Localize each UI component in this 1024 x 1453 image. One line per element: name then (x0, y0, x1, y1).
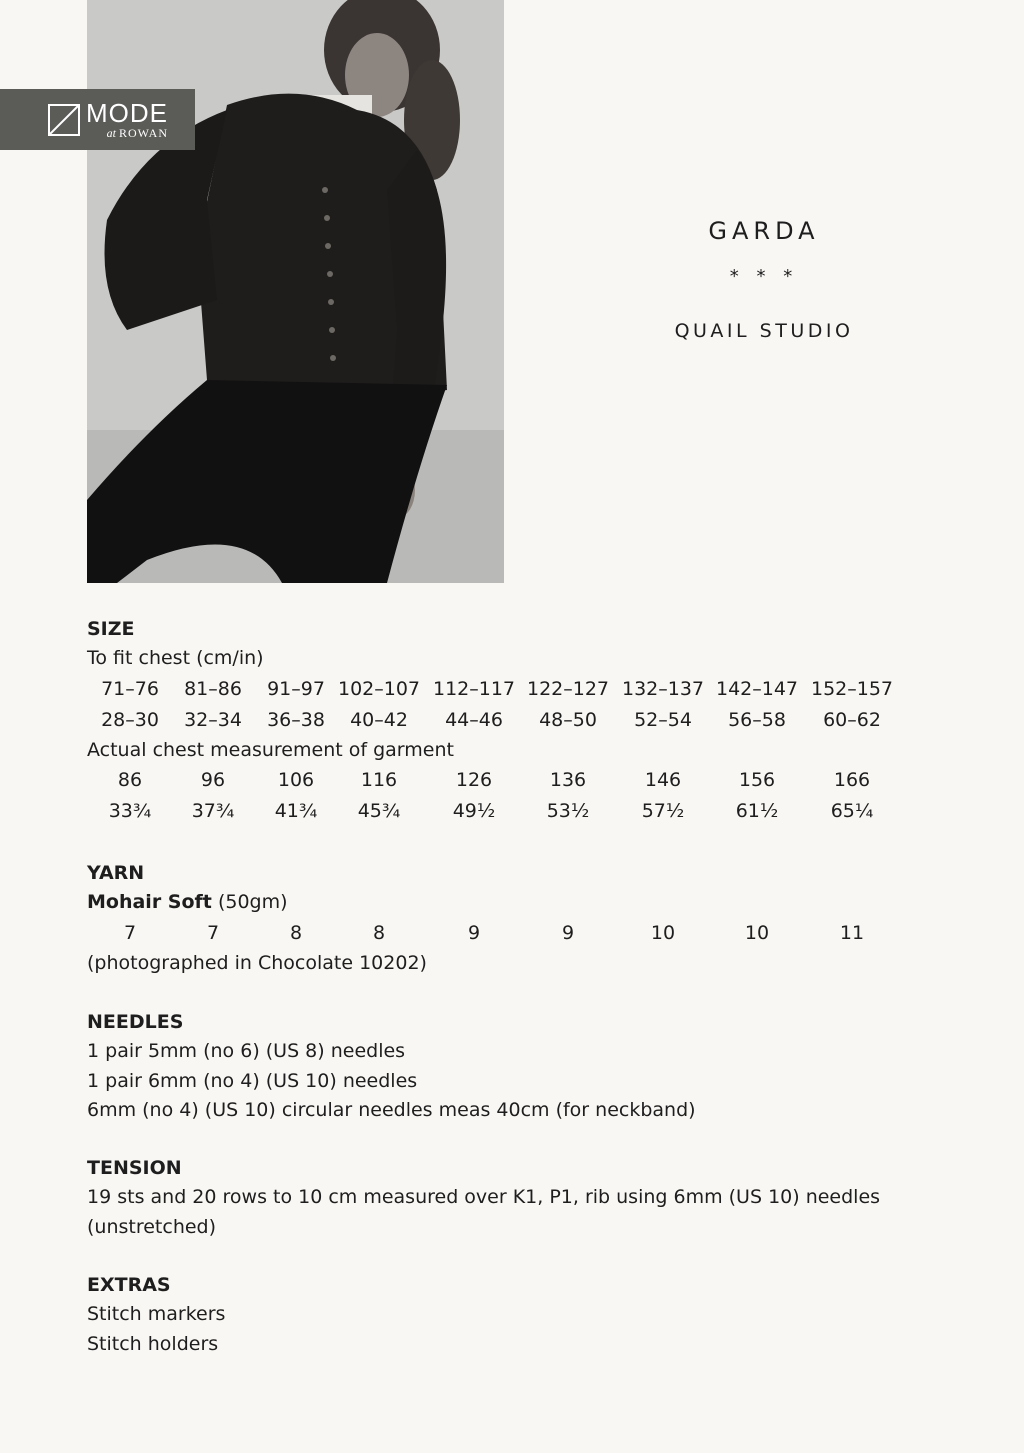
needles-line: 1 pair 6mm (no 4) (US 10) needles (87, 1069, 418, 1092)
size-cell: 136 (549, 769, 587, 791)
size-cell: 152–157 (810, 677, 894, 700)
size-cell: 32–34 (184, 708, 242, 731)
yarn-cell: 9 (467, 921, 481, 944)
size-cell: 60–62 (823, 708, 881, 731)
size-cell: 146 (644, 769, 682, 791)
size-cell: 112–117 (432, 677, 516, 700)
size-cell: 36–38 (267, 708, 325, 731)
size-cell: 49½ (452, 800, 496, 822)
size-cell: 56–58 (728, 708, 786, 731)
size-cell: 106 (277, 769, 315, 791)
needles-line: 1 pair 5mm (no 6) (US 8) needles (87, 1040, 406, 1062)
size-cell: 166 (833, 769, 871, 791)
yarn-name-line (87, 888, 947, 918)
size-cell: 116 (360, 769, 398, 791)
size-cell: 28–30 (101, 708, 159, 731)
tension-section (87, 1154, 947, 1242)
designer-name: QUAIL STUDIO (674, 320, 854, 342)
logo-main-text: MODE (86, 98, 168, 128)
size-cell: 40–42 (350, 708, 408, 731)
actual-in-row (87, 796, 947, 827)
brand-logo (0, 89, 195, 150)
extras-line: Stitch holders (87, 1332, 219, 1355)
yarn-cell: 7 (206, 921, 220, 944)
tension-heading: TENSION (87, 1157, 182, 1179)
actual-cm-row (87, 765, 947, 796)
yarn-balls-row (87, 918, 947, 949)
size-heading: SIZE (87, 618, 135, 640)
size-cell: 61½ (735, 800, 779, 822)
size-cell: 48–50 (539, 708, 597, 731)
fit-chest-label: To fit chest (cm/in) (87, 647, 264, 669)
size-cell: 37¾ (191, 800, 235, 822)
yarn-section (87, 859, 947, 978)
logo-sub-text: at ROWAN (106, 126, 168, 140)
size-cell: 86 (117, 769, 143, 791)
size-cell: 52–54 (634, 708, 692, 731)
pattern-title: GARDA (708, 217, 820, 245)
size-cell: 45¾ (357, 800, 401, 822)
logo-mark-icon (48, 104, 80, 136)
size-cell: 57½ (641, 800, 685, 822)
tension-line: 19 sts and 20 rows to 10 cm measured over K1, P1, rib using 6mm (US 10) needles (87, 1186, 881, 1208)
model-photo (87, 0, 504, 583)
fit-cm-row (87, 674, 947, 705)
size-cell: 65¼ (830, 800, 874, 822)
size-cell: 44–46 (445, 708, 503, 731)
actual-chest-label: Actual chest measurement of garment (87, 738, 454, 761)
extras-heading: EXTRAS (87, 1274, 171, 1296)
yarn-cell: 8 (289, 921, 303, 944)
extras-section (87, 1271, 947, 1359)
extras-line: Stitch markers (87, 1303, 226, 1325)
size-cell: 53½ (546, 800, 590, 822)
needles-line: 6mm (no 4) (US 10) circular needles meas 40cm (for neckband) (87, 1099, 696, 1121)
title-divider: * * * (729, 266, 799, 287)
size-cell: 96 (200, 769, 226, 791)
size-cell: 41¾ (274, 800, 318, 822)
needles-heading: NEEDLES (87, 1011, 184, 1033)
yarn-name: Mohair Soft (87, 891, 212, 913)
size-cell: 91–97 (267, 677, 325, 700)
yarn-cell: 10 (650, 921, 676, 944)
yarn-heading: YARN (87, 862, 145, 884)
yarn-cell: 9 (561, 921, 575, 944)
yarn-note: (photographed in Chocolate 10202) (87, 951, 427, 974)
yarn-cell: 7 (123, 921, 137, 944)
needles-section (87, 1008, 947, 1126)
size-cell: 142–147 (715, 677, 799, 700)
size-cell: 71–76 (101, 677, 159, 700)
size-cell: 33¾ (108, 800, 152, 822)
size-cell: 126 (455, 769, 493, 791)
tension-line: (unstretched) (87, 1215, 217, 1238)
size-cell: 132–137 (621, 677, 705, 700)
yarn-cell: 10 (744, 921, 770, 944)
yarn-weight: (50gm) (217, 891, 288, 913)
size-cell: 122–127 (526, 677, 610, 700)
fit-in-row (87, 705, 947, 736)
yarn-cell: 11 (839, 921, 865, 944)
size-cell: 102–107 (337, 677, 421, 700)
size-section (87, 615, 947, 827)
yarn-cell: 8 (372, 921, 386, 944)
size-cell: 81–86 (184, 677, 242, 700)
size-cell: 156 (738, 769, 776, 791)
